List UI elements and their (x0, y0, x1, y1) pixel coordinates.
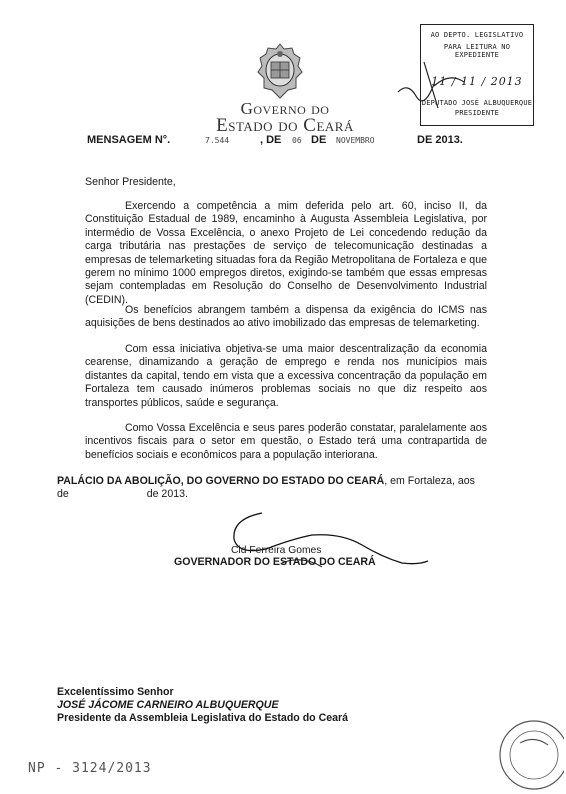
stamp-line-2: PARA LEITURA NO EXPEDIENTE (443, 43, 511, 59)
closing-palace: PALÁCIO DA ABOLIÇÃO, DO GOVERNO DO ESTADO DO CEARÁ (57, 475, 385, 487)
body-paragraph-4-text: Como Vossa Excelência e seus pares poderão constatar, paralelamente aos incentivos fiscais para o setor em questão, o Estado terá uma contrapartida de benefícios sociais e econômicos para a população interiorana. (85, 422, 487, 461)
protocol-number: NP - 3124/2013 (28, 761, 152, 776)
body-paragraph-4 (85, 422, 487, 462)
stamp-line-4: PRESIDENTE (454, 109, 500, 117)
body-paragraph-3-text: Com essa iniciativa objetiva-se uma maior descentralização da economia cearense, dinamizando a geração de emprego e renda nos municípios mais distantes da capital, tendo em vista que a excessiva concentração da população em Fortaleza tem causado inúmeros problemas sociais no que diz respeito aos transportes públicos, saúde e segurança. (85, 343, 487, 409)
body-paragraph-2 (85, 304, 487, 331)
government-title (200, 100, 370, 134)
body-paragraph-1-text: Exercendo a competência a mim deferida pelo art. 60, inciso II, da Constituição Estadual de 1989, encaminho à Augusta Assembleia Legislativa, por intermédio de Vossa Excelência, o anexo Projeto de Lei concedendo redução da carga tributária nas prestações de serviço de telecomunicação destinadas a empresas de telemarketing situadas fora da Região Metropolitana de Fortaleza e que gerem no mínimo 1000 empregos diretos, exigindo-se também que essas empresas sejam contempladas em Resolução do Conselho de Desenvolvimento Industrial (CEDIN). (85, 200, 487, 306)
message-de-label-2: DE (311, 134, 327, 146)
stamp-line-3: DEPUTADO JOSÉ ALBUQUERQUE (421, 99, 533, 107)
message-month: NOVEMBRO (336, 136, 375, 145)
message-de-label: , DE (260, 134, 282, 146)
addressee-salutation: Excelentíssimo Senhor (57, 686, 174, 698)
addressee-title: Presidente da Assembleia Legislativa do Estado do Ceará (57, 712, 349, 724)
closing-city: , em Fortaleza, aos (384, 475, 475, 487)
body-paragraph-3 (85, 343, 487, 410)
message-number: 7.544 (205, 136, 230, 145)
body-paragraph-1 (85, 200, 487, 307)
stamp-signature-scribble (394, 52, 474, 112)
round-protocol-stamp (494, 715, 564, 793)
message-year: DE 2013. (417, 134, 463, 146)
closing-de: de (57, 488, 69, 501)
message-label: MENSAGEM N°. (87, 134, 171, 146)
signatory-name: Cid Ferreira Gomes (231, 545, 322, 556)
government-title-line2: Estado do Ceará (216, 115, 354, 136)
signatory-title: GOVERNADOR DO ESTADO DO CEARÁ (174, 556, 376, 568)
closing-year: de 2013. (146, 488, 188, 501)
state-seal-emblem (254, 40, 306, 102)
salutation: Senhor Presidente, (85, 176, 176, 188)
message-day: 06 (292, 136, 302, 145)
addressee-block (57, 686, 348, 725)
stamp-date: 11 / 11 / 2013 (431, 75, 523, 88)
message-header-row (87, 134, 487, 150)
closing-place-date (57, 475, 487, 502)
body-paragraph-2-text: Os benefícios abrangem também a dispensa da exigência do ICMS nas aquisições de bens destinados ao ativo imobilizado das empresas de telemarketing. (85, 304, 487, 330)
government-title-line1: Governo do (240, 99, 330, 118)
addressee-name: JOSÉ JÁCOME CARNEIRO ALBUQUERQUE (57, 699, 279, 711)
stamp-line-1: AO DEPTO. LEGISLATIVO (430, 31, 524, 39)
